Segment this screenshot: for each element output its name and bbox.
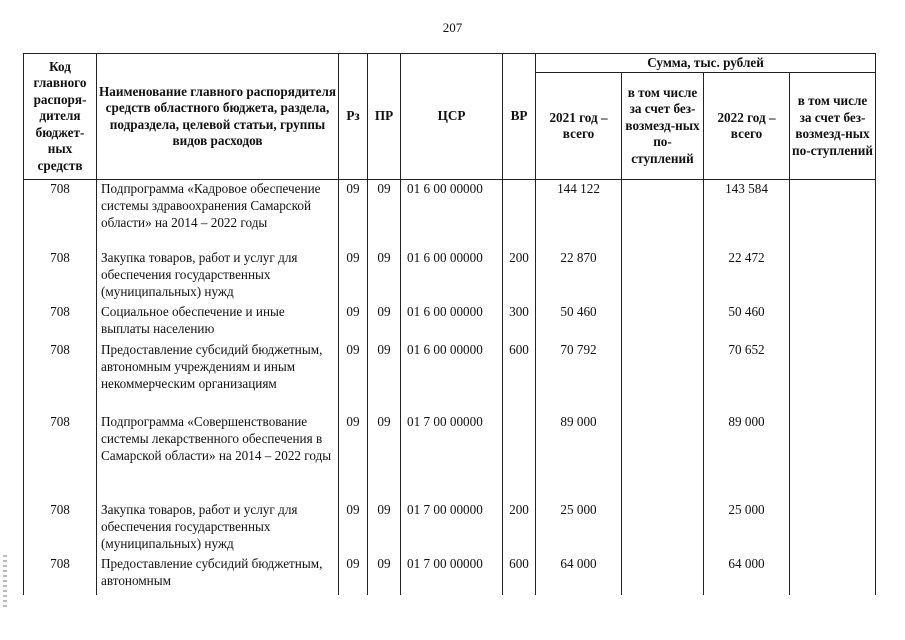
- header-rz: Рз: [339, 54, 368, 180]
- cell-vr: 200: [503, 249, 536, 303]
- cell-2022-incl: [790, 180, 876, 249]
- cell-code: 708: [24, 341, 97, 413]
- table-row: [24, 303, 876, 341]
- cell-name: Подпрограмма «Кадровое обеспечение системы здравоохранения Самарской области» на 2014 – 2022 годы: [97, 180, 339, 249]
- table-body: [24, 180, 876, 595]
- cell-csr: 01 6 00 00000: [401, 249, 503, 303]
- cell-2021-total: 70 792: [536, 341, 622, 413]
- cell-2021-total: 144 122: [536, 180, 622, 249]
- cell-2022-total: 64 000: [704, 555, 790, 595]
- cell-2022-total: 50 460: [704, 303, 790, 341]
- header-csr: ЦСР: [401, 54, 503, 180]
- budget-table: [23, 53, 876, 595]
- header-vr: ВР: [503, 54, 536, 180]
- cell-pr: 09: [368, 303, 401, 341]
- header-2022-total: 2022 год – всего: [704, 73, 790, 180]
- cell-rz: 09: [339, 501, 368, 555]
- table-row: [24, 555, 876, 595]
- cell-2022-incl: [790, 249, 876, 303]
- cell-vr: 200: [503, 501, 536, 555]
- cell-2021-incl: [622, 555, 704, 595]
- cell-2021-incl: [622, 413, 704, 501]
- cell-code: 708: [24, 501, 97, 555]
- cell-2021-total: 89 000: [536, 413, 622, 501]
- cell-code: 708: [24, 249, 97, 303]
- cell-vr: 600: [503, 555, 536, 595]
- cell-name: Социальное обеспечение и иные выплаты населению: [97, 303, 339, 341]
- table-row: [24, 180, 876, 249]
- cell-2022-total: 70 652: [704, 341, 790, 413]
- cell-pr: 09: [368, 555, 401, 595]
- header-pr: ПР: [368, 54, 401, 180]
- table-row: [24, 249, 876, 303]
- cell-vr: 600: [503, 341, 536, 413]
- cell-vr: 300: [503, 303, 536, 341]
- table-row: [24, 413, 876, 501]
- cell-2022-incl: [790, 341, 876, 413]
- cell-2021-total: 50 460: [536, 303, 622, 341]
- cell-vr: [503, 413, 536, 501]
- cell-rz: 09: [339, 555, 368, 595]
- header-name: Наименование главного распорядителя средств областного бюджета, раздела, подраздела, целевой статьи, группы видов расходов: [97, 54, 339, 180]
- cell-pr: 09: [368, 413, 401, 501]
- page-number: 207: [442, 20, 463, 35]
- cell-csr: 01 6 00 00000: [401, 180, 503, 249]
- cell-2021-incl: [622, 501, 704, 555]
- cell-csr: 01 7 00 00000: [401, 413, 503, 501]
- scan-margin-mark: [3, 555, 7, 610]
- cell-name: Предоставление субсидий бюджетным, автономным: [97, 555, 339, 595]
- cell-code: 708: [24, 303, 97, 341]
- cell-pr: 09: [368, 249, 401, 303]
- cell-rz: 09: [339, 180, 368, 249]
- cell-code: 708: [24, 413, 97, 501]
- cell-rz: 09: [339, 249, 368, 303]
- cell-2022-total: 22 472: [704, 249, 790, 303]
- cell-csr: 01 6 00 00000: [401, 303, 503, 341]
- table-row: [24, 501, 876, 555]
- cell-2021-incl: [622, 249, 704, 303]
- cell-rz: 09: [339, 303, 368, 341]
- cell-name: Подпрограмма «Совершенствование системы лекарственного обеспечения в Самарской области» на 2014 – 2022 годы: [97, 413, 339, 501]
- header-sum: Сумма, тыс. рублей: [536, 54, 876, 73]
- cell-csr: 01 7 00 00000: [401, 501, 503, 555]
- cell-code: 708: [24, 180, 97, 249]
- table-row: [24, 341, 876, 413]
- cell-2021-total: 64 000: [536, 555, 622, 595]
- header-2021-incl: в том числе за счет без-возмезд-ных по-ступлений: [622, 73, 704, 180]
- table-header: [24, 54, 876, 180]
- cell-2022-incl: [790, 413, 876, 501]
- cell-2021-incl: [622, 341, 704, 413]
- cell-pr: 09: [368, 341, 401, 413]
- cell-csr: 01 7 00 00000: [401, 555, 503, 595]
- cell-pr: 09: [368, 501, 401, 555]
- cell-2021-total: 25 000: [536, 501, 622, 555]
- cell-2022-incl: [790, 501, 876, 555]
- cell-csr: 01 6 00 00000: [401, 341, 503, 413]
- cell-rz: 09: [339, 413, 368, 501]
- cell-2022-total: 89 000: [704, 413, 790, 501]
- cell-rz: 09: [339, 341, 368, 413]
- cell-pr: 09: [368, 180, 401, 249]
- cell-2021-total: 22 870: [536, 249, 622, 303]
- cell-2022-total: 25 000: [704, 501, 790, 555]
- cell-vr: [503, 180, 536, 249]
- cell-name: Предоставление субсидий бюджетным, автономным учреждениям и иным некоммерческим организациям: [97, 341, 339, 413]
- header-2021-total: 2021 год – всего: [536, 73, 622, 180]
- header-code: Код главного распоря-дителя бюджет-ных средств: [24, 54, 97, 180]
- cell-name: Закупка товаров, работ и услуг для обеспечения государственных (муниципальных) нужд: [97, 249, 339, 303]
- cell-name: Закупка товаров, работ и услуг для обеспечения государственных (муниципальных) нужд: [97, 501, 339, 555]
- header-2022-incl: в том числе за счет без-возмезд-ных по-ступлений: [790, 73, 876, 180]
- cell-2022-incl: [790, 303, 876, 341]
- cell-code: 708: [24, 555, 97, 595]
- cell-2022-total: 143 584: [704, 180, 790, 249]
- cell-2021-incl: [622, 180, 704, 249]
- cell-2021-incl: [622, 303, 704, 341]
- cell-2022-incl: [790, 555, 876, 595]
